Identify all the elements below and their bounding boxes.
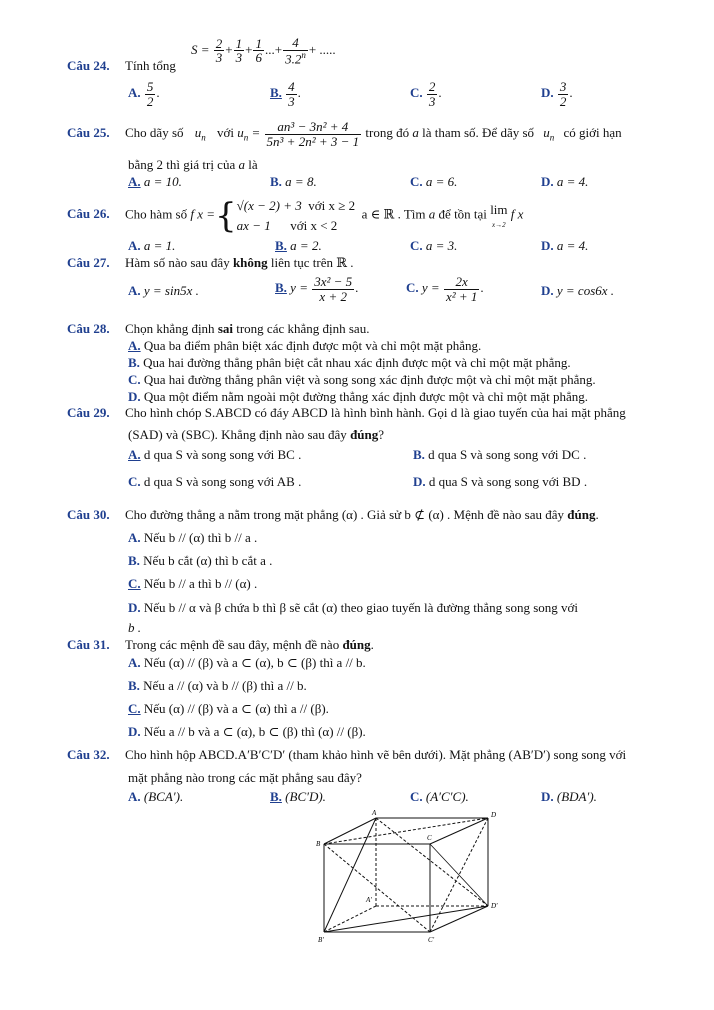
q24-option-c[interactable]: C. $\frac{2}{3}$ . bbox=[410, 79, 442, 109]
q30-option-c[interactable]: C. Nếu b // a thì b // (α) . bbox=[128, 576, 258, 591]
q26-option-a[interactable]: A. a = 1. bbox=[128, 238, 176, 253]
q25-option-d[interactable]: D. a = 4. bbox=[541, 174, 589, 189]
q32-option-b[interactable]: B. (BC′D). bbox=[270, 789, 326, 804]
vertex-label-c1: C′ bbox=[428, 936, 435, 944]
q25-option-a[interactable]: A. a = 10. bbox=[128, 174, 182, 189]
q31-option-c[interactable]: C. Nếu (α) // (β) và a ⊂ (α) thì a // (β). bbox=[128, 701, 329, 716]
q24-option-d[interactable]: D. $\frac{3}{2}$ . bbox=[541, 79, 573, 109]
q24-option-a[interactable]: A. $\frac{5}{2}$ . bbox=[128, 79, 160, 109]
q28-option-c[interactable]: C. Qua hai đường thẳng phân việt và song song xác định được một và chỉ một mặt phẳng. bbox=[128, 372, 596, 387]
q27-stem: Câu 27. Hàm số nào sau đây không liên tục trên ℝ . bbox=[67, 255, 354, 270]
q24-stem: Câu 24. Tính tổng bbox=[67, 58, 176, 73]
q29-option-b[interactable]: B. d qua S và song song với DC . bbox=[413, 447, 587, 462]
q31-option-d[interactable]: D. Nếu a // b và a ⊂ (α), b ⊂ (β) thì (α) // (β). bbox=[128, 724, 366, 739]
q26-option-d[interactable]: D. a = 4. bbox=[541, 238, 589, 253]
q29-option-a[interactable]: A. d qua S và song song với BC . bbox=[128, 447, 302, 462]
q26-stem: Câu 26. Cho hàm số f x ={√(x − 2) + 3 với x ≥ 2 ax − 1 với x < 2 a ∈ ℝ . Tìm a để tồn tại lim x→2 f x bbox=[67, 195, 524, 236]
q25-stem: Câu 25. Cho dãy số $u_n$ với $u_n$ = $\frac{\text{an³ − 3n² + 4}}{\text{5n³ + 2n² + 3 − 1}}$ trong đó a là tham số. Để dãy số $u_n$ có giới hạn bbox=[67, 119, 622, 149]
vertex-label-b: B bbox=[316, 840, 321, 848]
q27-option-d[interactable]: D. y = cos6x . bbox=[541, 283, 615, 298]
q26-option-c[interactable]: C. a = 3. bbox=[410, 238, 458, 253]
q30-option-a[interactable]: A. Nếu b // (α) thì b // a . bbox=[128, 530, 258, 545]
q31-stem: Câu 31. Trong các mệnh đề sau đây, mệnh đề nào đúng. bbox=[67, 637, 374, 652]
vertex-label-a1: A′ bbox=[366, 896, 372, 904]
q32-option-c[interactable]: C. (A′C′C). bbox=[410, 789, 469, 804]
q30-option-b[interactable]: B. Nếu b cắt (α) thì b cắt a . bbox=[128, 553, 273, 568]
q29-stem-line2: (SAD) và (SBC). Khẳng định nào sau đây đúng? bbox=[128, 427, 385, 442]
q29-stem: Câu 29. Cho hình chóp S.ABCD có đáy ABCD là hình bình hành. Gọi d là giao tuyến của hai mặt phẳng bbox=[67, 405, 626, 420]
q25-stem-line2: bằng 2 thì giá trị của a là bbox=[128, 157, 258, 172]
q28-option-a[interactable]: A. Qua ba điểm phân biệt xác định được một và chỉ một mặt phẳng. bbox=[128, 338, 482, 353]
q27-option-b[interactable]: B. y = $\frac{\text{3x² − 5}}{x + 2}$ . bbox=[275, 274, 359, 304]
q32-option-a[interactable]: A. (BCA′). bbox=[128, 789, 184, 804]
q32-stem: Câu 32. Cho hình hộp ABCD.A′B′C′D′ (tham khảo hình vẽ bên dưới). Mặt phẳng (AB′D′) song song với bbox=[67, 747, 627, 762]
q25-option-b[interactable]: B. a = 8. bbox=[270, 174, 317, 189]
q26-option-b[interactable]: B. a = 2. bbox=[275, 238, 322, 253]
vertex-label-d: D bbox=[491, 811, 497, 819]
q31-option-b[interactable]: B. Nếu a // (α) và b // (β) thì a // b. bbox=[128, 678, 307, 693]
q32-option-d[interactable]: D. (BDA′). bbox=[541, 789, 597, 804]
q32-stem-line2: mặt phẳng nào trong các mặt phẳng sau đây? bbox=[128, 770, 362, 785]
vertex-label-b1: B′ bbox=[318, 936, 324, 944]
q28-option-b[interactable]: B. Qua hai đường thẳng phân biệt cắt nhau xác định được một và chỉ một mặt phẳng. bbox=[128, 355, 571, 370]
vertex-label-a: A bbox=[372, 809, 377, 817]
question-number: Câu 24. bbox=[67, 58, 110, 73]
q27-option-c[interactable]: C. y = $\frac{2x}{\text{x² + 1}}$ . bbox=[406, 274, 484, 304]
q29-option-c[interactable]: C. d qua S và song song với AB . bbox=[128, 474, 302, 489]
q27-option-a[interactable]: A. y = sin5x . bbox=[128, 283, 199, 298]
q24-series: S = $\frac{2}{3}$ + $\frac{1}{3}$ + $\frac{1}{6}$ ...+ $\frac{4}{3.2^n}$ + ..... bbox=[191, 35, 336, 66]
q28-stem: Câu 28. Chọn khẳng định sai trong các khẳng định sau. bbox=[67, 321, 370, 336]
vertex-label-c: C bbox=[427, 834, 432, 842]
q29-option-d[interactable]: D. d qua S và song song với BD . bbox=[413, 474, 588, 489]
q30-stem: Câu 30. Cho đường thẳng a nằm trong mặt phẳng (α) . Giả sử b ⊄ (α) . Mệnh đề nào sau đây đúng. bbox=[67, 507, 599, 522]
vertex-label-d1: D′ bbox=[491, 902, 498, 910]
q30-option-d[interactable]: D. Nếu b // α và β chứa b thì β sẽ cắt (α) theo giao tuyến là đường thẳng song song với bbox=[128, 600, 579, 615]
parallelepiped-figure bbox=[310, 808, 500, 944]
q25-option-c[interactable]: C. a = 6. bbox=[410, 174, 458, 189]
q30-option-d-tail: b . bbox=[128, 620, 141, 635]
q31-option-a[interactable]: A. Nếu (α) // (β) và a ⊂ (α), b ⊂ (β) thì a // b. bbox=[128, 655, 366, 670]
q28-option-d[interactable]: D. Qua một điểm nằm ngoài một đường thẳng xác định được một và chỉ một mặt phẳng. bbox=[128, 389, 589, 404]
q24-option-b[interactable]: B. $\frac{4}{3}$ . bbox=[270, 79, 301, 109]
